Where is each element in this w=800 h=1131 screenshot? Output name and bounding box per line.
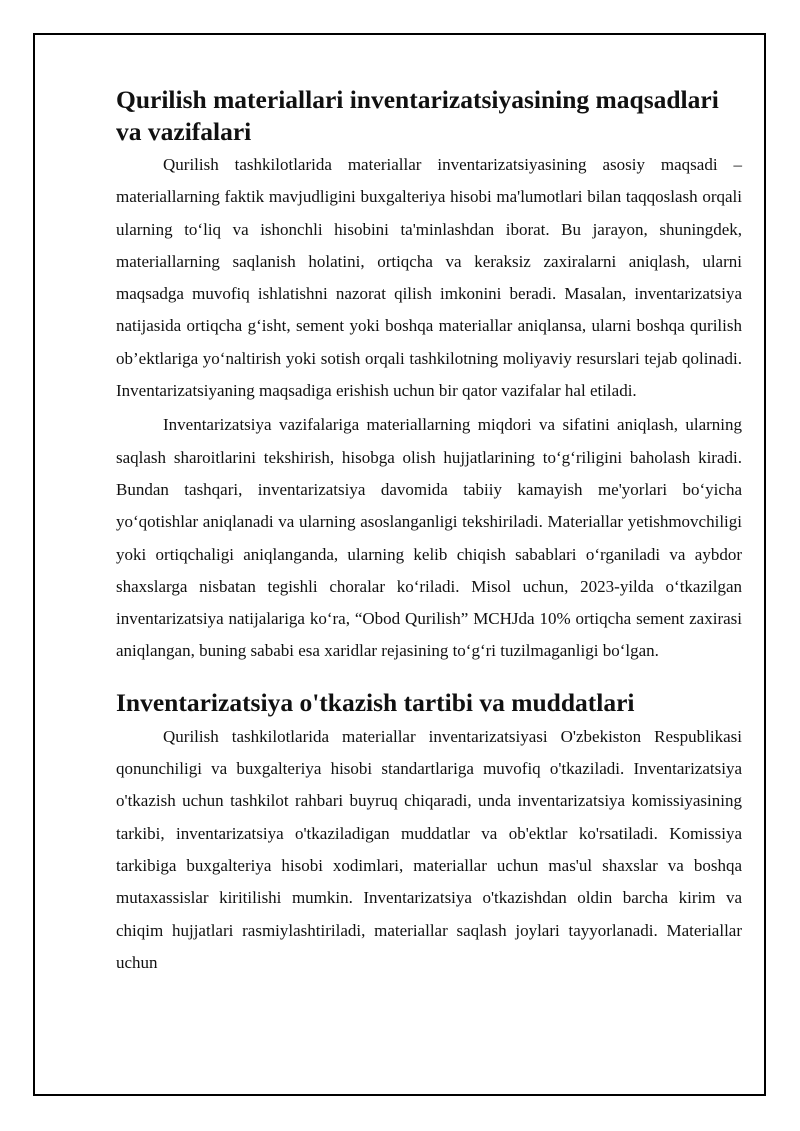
paragraph-procedure-1: Qurilish tashkilotlarida materiallar inventarizatsiyasi O'zbekiston Respublikasi qonunchiligi va buxgalteriya hisobi standartlariga muvofiq o'tkaziladi. Inventarizatsiya o'tkazish uchun tashkilot rahbari buyruq chiqaradi, unda inventarizatsiya komissiyasining tarkibi, inventarizatsiya o'tkaziladigan muddatlar va ob'ektlar ko'rsatiladi. Komissiya tarkibiga buxgalteriya hisobi xodimlari, materiallar uchun mas'ul shaxslar va boshqa mutaxassislar kiritilishi mumkin. Inventarizatsiya o'tkazishdan oldin barcha kirim va chiqim hujjatlari rasmiylashtiriladi, materiallar saqlash joylari tayyorlanadi. Materiallar uchun [116,726,742,972]
section-heading-goals: Qurilish materiallari inventarizatsiyasining maqsadlari va vazifalari [116,85,719,146]
paragraph-goals-1: Qurilish tashkilotlarida materiallar inventarizatsiyasining asosiy maqsadi – materiallarning faktik mavjudligini buxgalteriya hisobi ma'lumotlari bilan taqqoslash orqali ularning to‘liq va ishonchli hisobini ta'minlashdan iborat. Bu jarayon, shuningdek, materiallarning saqlanish holatini, ortiqcha va keraksiz zaxiralarni aniqlash, ularni maqsadga muvofiq ishlatishni nazorat qilish imkonini beradi. Masalan, inventarizatsiya natijasida ortiqcha g‘isht, sement yoki boshqa materiallar aniqlansa, ularni boshqa qurilish ob’ektlariga yo‘naltirish yoki sotish orqali tashkilotning moliyaviy resurslari tejab qolinadi. Inventarizatsiyaning maqsadiga erishish uchun bir qator vazifalar hal etiladi. [116,155,742,401]
section-heading-procedure: Inventarizatsiya o'tkazish tartibi va muddatlari [116,687,635,717]
document-body [116,84,742,979]
paragraph-goals-2: Inventarizatsiya vazifalariga materiallarning miqdori va sifatini aniqlash, ularning saqlash sharoitlarini tekshirish, hisobga olish hujjatlarining to‘g‘riligini baholash kiradi. Bundan tashqari, inventarizatsiya davomida tabiiy kamayish me'yorlari bo‘yicha yo‘qotishlar aniqlanadi va ularning asoslanganligi tekshiriladi. Materiallar yetishmovchiligi yoki ortiqchaligi aniqlanganda, ularning kelib chiqish sabablari o‘rganiladi va aybdor shaxslarga nisbatan tegishli choralar ko‘riladi. Misol uchun, 2023-yilda o‘tkazilgan inventarizatsiya natijalariga ko‘ra, “Obod Qurilish” MCHJda 10% ortiqcha sement zaxirasi aniqlangan, buning sababi esa xaridlar rejasining to‘g‘ri tuzilmaganligi bo‘lgan. [116,415,742,661]
